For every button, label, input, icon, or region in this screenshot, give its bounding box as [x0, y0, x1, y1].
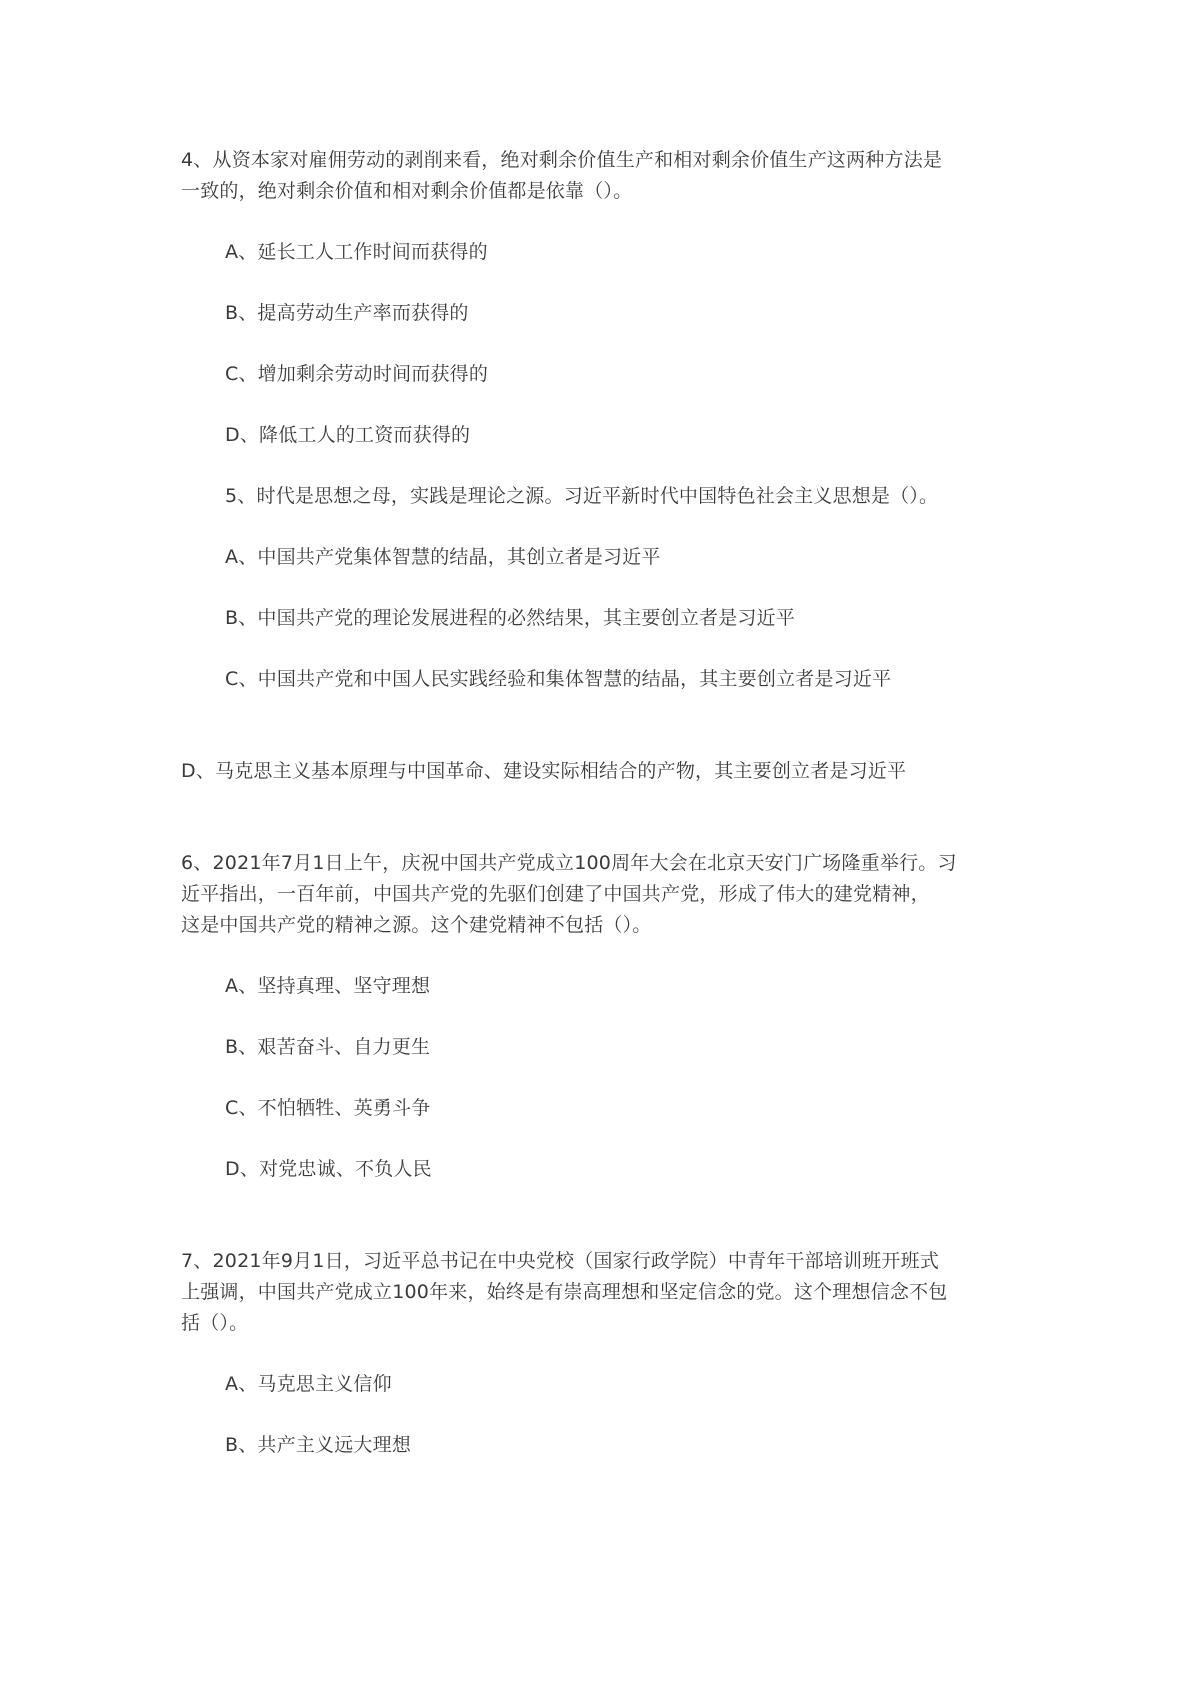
question-7-text-line-3: 括（）。	[181, 1312, 249, 1334]
question-4-text-line-2: 一致的，绝对剩余价值和相对剩余价值都是依靠（）。	[181, 180, 633, 202]
question-4-option-a: A、延长工人工作时间而获得的	[225, 241, 488, 263]
question-6-option-d: D、对党忠诚、不负人民	[225, 1158, 432, 1180]
question-4-option-d: D、降低工人的工资而获得的	[225, 424, 471, 446]
question-7-option-a: A、马克思主义信仰	[225, 1373, 392, 1395]
question-7-text-line-2: 上强调，中国共产党成立100年来，始终是有崇高理想和坚定信念的党。这个理想信念不包	[181, 1281, 948, 1303]
question-6-option-c: C、不怕牺牲、英勇斗争	[225, 1097, 431, 1119]
question-5-option-c: C、中国共产党和中国人民实践经验和集体智慧的结晶，其主要创立者是习近平	[225, 668, 892, 690]
question-5-option-d: D、马克思主义基本原理与中国革命、建设实际相结合的产物，其主要创立者是习近平	[181, 760, 907, 782]
question-5-text-line-1: 5、时代是思想之母，实践是理论之源。习近平新时代中国特色社会主义思想是（）。	[225, 485, 939, 507]
question-6-option-a: A、坚持真理、坚守理想	[225, 975, 431, 997]
question-4-option-b: B、提高劳动生产率而获得的	[225, 302, 469, 324]
question-6-text-line-2: 近平指出，一百年前，中国共产党的先驱们创建了中国共产党，形成了伟大的建党精神，	[181, 883, 930, 905]
question-6-option-b: B、艰苦奋斗、自力更生	[225, 1036, 431, 1058]
question-7-text-line-1: 7、2021年9月1日，习近平总书记在中央党校（国家行政学院）中青年干部培训班开班式	[181, 1250, 940, 1272]
question-5-option-b: B、中国共产党的理论发展进程的必然结果，其主要创立者是习近平	[225, 607, 796, 629]
question-5-option-a: A、中国共产党集体智慧的结晶，其创立者是习近平	[225, 546, 661, 568]
question-4-option-c: C、增加剩余劳动时间而获得的	[225, 363, 489, 385]
question-7-option-b: B、共产主义远大理想	[225, 1434, 412, 1456]
question-4-text-line-1: 4、从资本家对雇佣劳动的剥削来看，绝对剩余价值生产和相对剩余价值生产这两种方法是	[181, 149, 943, 171]
question-6-text-line-3: 这是中国共产党的精神之源。这个建党精神不包括（）。	[181, 914, 652, 936]
question-6-text-line-1: 6、2021年7月1日上午，庆祝中国共产党成立100周年大会在北京天安门广场隆重举行。习	[181, 852, 957, 874]
